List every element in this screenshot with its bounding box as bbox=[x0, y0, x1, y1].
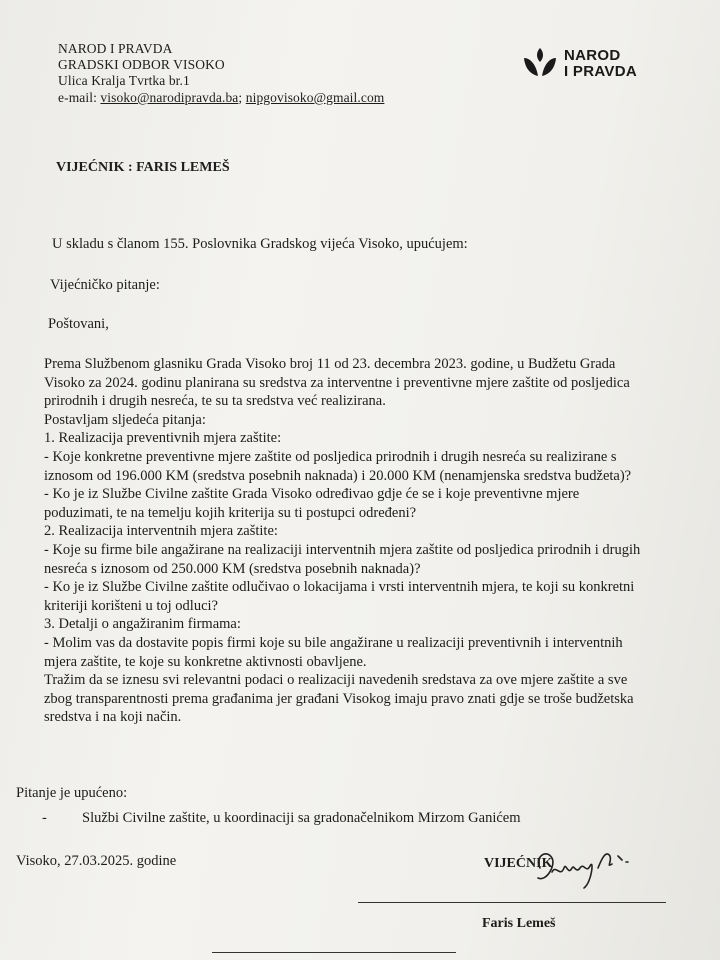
signature-line bbox=[358, 902, 666, 903]
intro-text: U skladu s članom 155. Poslovnika Gradskog vijeća Visoko, upućujem: bbox=[52, 236, 468, 252]
email-label: e-mail: bbox=[58, 90, 97, 105]
body-line: - Ko je iz Službe Civilne zaštite odlučivao o lokacijama i vrsti interventnih mjera, te koji su konkretni bbox=[44, 579, 635, 596]
body-line: Postavljam sljedeća pitanja: bbox=[44, 411, 206, 428]
body-line: Visoko za 2024. godinu planirana su sredstva za interventne i preventivne mjere zaštite od posljedica bbox=[44, 374, 630, 391]
greeting: Poštovani, bbox=[48, 316, 109, 332]
email-separator: ; bbox=[238, 90, 243, 105]
body-line: 2. Realizacija interventnih mjera zaštite: bbox=[44, 523, 278, 540]
body-line: nesreća s iznosom od 250.000 KM (sredstva posebnih naknada)? bbox=[44, 560, 421, 577]
body-line: prirodnih i drugih nesreća, te su ta sredstva već realizirana. bbox=[44, 393, 386, 410]
party-logo bbox=[520, 44, 660, 84]
body-line: iznosom od 196.000 KM (sredstva posebnih naknada) i 20.000 KM (nenamjenska sredstva budžeta)? bbox=[44, 467, 632, 484]
party-leaf-icon bbox=[520, 46, 560, 80]
body-line: kriteriji korišteni u toj odluci? bbox=[44, 597, 218, 614]
body-line: sredstva i na koji način. bbox=[44, 709, 182, 726]
logo-wordmark bbox=[564, 48, 637, 80]
body-line: Prema Službenom glasniku Grada Visoko broj 11 od 23. decembra 2023. godine, u Budžetu Grada bbox=[44, 356, 616, 372]
org-name: NAROD I PRAVDA bbox=[58, 41, 173, 56]
org-unit: GRADSKI ODBOR VISOKO bbox=[58, 57, 225, 72]
signature-title: VIJEĆNIK bbox=[484, 856, 553, 871]
handwritten-signature bbox=[526, 838, 646, 898]
question-label: Vijećničko pitanje: bbox=[50, 277, 160, 293]
letter-body bbox=[44, 355, 640, 727]
logo-line-1: NAROD bbox=[564, 47, 621, 64]
org-address: Ulica Kralja Tvrtka br.1 bbox=[58, 73, 190, 88]
addressed-recipient: Službi Civilne zaštite, u koordinaciji sa gradonačelnikom Mirzom Ganićem bbox=[82, 810, 521, 826]
body-line: poduzimati, te na temelju kojih kriterija su ti postupci određeni? bbox=[44, 504, 417, 521]
email-link-primary[interactable]: visoko@narodipravda.ba bbox=[100, 90, 239, 105]
place-date: Visoko, 27.03.2025. godine bbox=[16, 853, 177, 869]
bottom-divider bbox=[212, 952, 456, 953]
body-line: 1. Realizacija preventivnih mjera zaštite: bbox=[44, 430, 282, 447]
councillor-heading: VIJEĆNIK : FARIS LEMEŠ bbox=[56, 160, 230, 175]
body-line: - Molim vas da dostavite popis firmi koje su bile angažirane u realizaciji preventivnih i interventnih bbox=[44, 634, 623, 651]
email-link-secondary[interactable]: nipgovisoko@gmail.com bbox=[245, 90, 385, 105]
body-line: mjera zaštite, te koje su konkretne aktivnosti obavljene. bbox=[44, 653, 367, 670]
body-line: - Ko je iz Službe Civilne zaštite Grada Visoko određivao gdje će se i koje preventivne mjere bbox=[44, 486, 580, 503]
signature-name: Faris Lemeš bbox=[482, 916, 556, 931]
body-line: - Koje su firme bile angažirane na realizaciji interventnih mjera zaštite od posljedica prirodnih i drugih bbox=[44, 541, 641, 558]
body-line: Tražim da se iznesu svi relevantni podaci o realizaciji navedenih sredstava za ove mjere zaštite a sve bbox=[44, 672, 628, 689]
addressed-dash: - bbox=[42, 810, 47, 826]
org-email-line bbox=[58, 90, 384, 106]
body-line: 3. Detalji o angažiranim firmama: bbox=[44, 616, 241, 633]
body-line: - Koje konkretne preventivne mjere zaštite od posljedica prirodnih i drugih nesreća su realizirane s bbox=[44, 448, 617, 465]
body-line: zbog transparentnosti prema građanima jer građani Visokog imaju pravo znati gdje se troše budžetska bbox=[44, 690, 634, 707]
addressed-label: Pitanje je upućeno: bbox=[16, 785, 128, 801]
logo-line-2: I PRAVDA bbox=[564, 63, 637, 80]
